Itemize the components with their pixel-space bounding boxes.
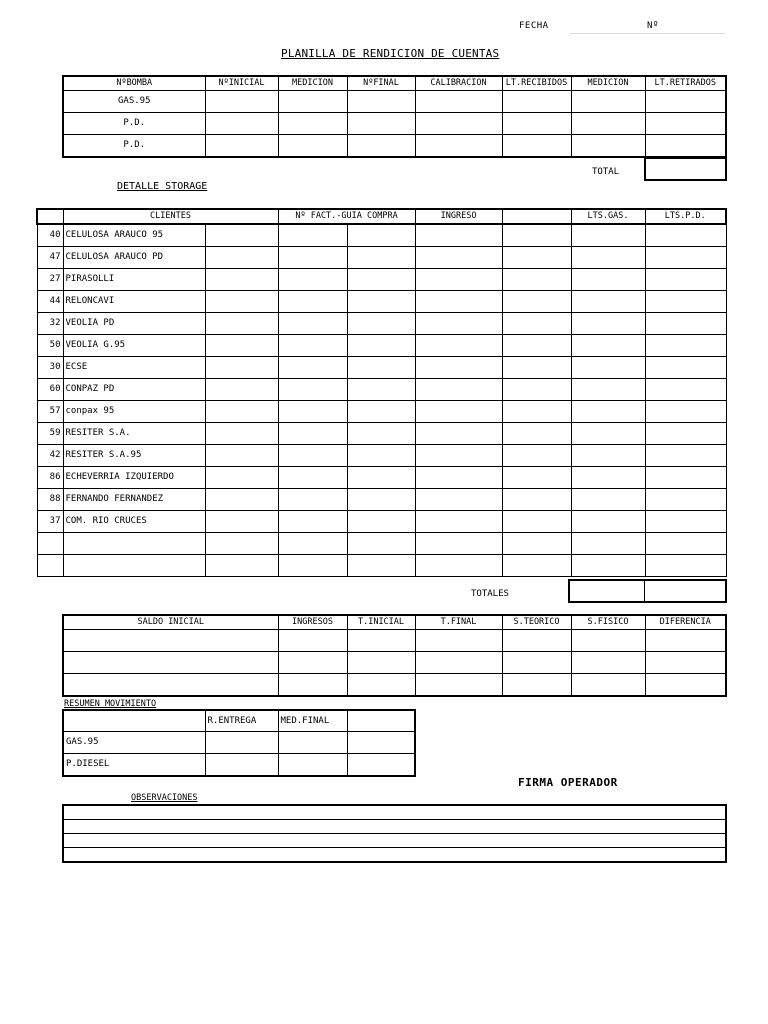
client-number	[37, 554, 63, 576]
client-name: ECSE	[63, 356, 205, 378]
cell[interactable]	[415, 290, 502, 312]
col-header: NºFINAL	[347, 76, 415, 91]
client-name: conpax 95	[63, 400, 205, 422]
cell[interactable]	[347, 554, 415, 576]
resumen-title: RESUMEN MOVIMIENTO	[64, 699, 157, 709]
col-header-ingreso: INGRESO	[415, 209, 502, 224]
col-header	[347, 710, 415, 732]
cell[interactable]	[278, 510, 347, 532]
table-row	[37, 356, 726, 378]
cell[interactable]	[415, 356, 502, 378]
cell[interactable]	[502, 630, 571, 652]
observaciones-label: OBSERVACIONES	[131, 793, 198, 803]
table-row	[37, 400, 726, 422]
table-row	[37, 532, 726, 554]
table-row	[37, 444, 726, 466]
cell[interactable]	[571, 400, 645, 422]
cell[interactable]	[502, 444, 571, 466]
cell[interactable]	[415, 422, 502, 444]
cell[interactable]	[645, 224, 726, 246]
cell[interactable]	[347, 444, 415, 466]
resumen-row-label: GAS.95	[63, 732, 205, 754]
table-row	[63, 113, 726, 135]
cell[interactable]	[571, 422, 645, 444]
cell[interactable]	[502, 268, 571, 290]
col-header	[502, 209, 571, 224]
col-header	[63, 710, 205, 732]
col-header-factura: Nº FACT.-GUIA COMPRA	[278, 209, 415, 224]
cell[interactable]	[502, 510, 571, 532]
cell[interactable]	[205, 91, 278, 113]
cell[interactable]	[278, 378, 347, 400]
cell[interactable]	[415, 674, 502, 696]
cell[interactable]	[502, 224, 571, 246]
cell[interactable]	[571, 532, 645, 554]
table-row	[37, 422, 726, 444]
cell[interactable]	[571, 554, 645, 576]
cell[interactable]	[571, 674, 645, 696]
cell[interactable]	[278, 422, 347, 444]
cell[interactable]	[278, 290, 347, 312]
cell[interactable]	[502, 246, 571, 268]
fecha-field[interactable]	[570, 33, 725, 34]
client-name: VEOLIA G.95	[63, 334, 205, 356]
cell[interactable]	[278, 630, 347, 652]
storage-table	[36, 208, 727, 577]
cell[interactable]	[205, 732, 278, 754]
cell[interactable]	[347, 732, 415, 754]
table-row	[37, 466, 726, 488]
cell[interactable]	[347, 312, 415, 334]
col-header: NºINICIAL	[205, 76, 278, 91]
cell[interactable]	[502, 356, 571, 378]
client-number: 42	[37, 444, 63, 466]
cell[interactable]	[347, 466, 415, 488]
cell[interactable]	[347, 246, 415, 268]
client-number: 30	[37, 356, 63, 378]
cell[interactable]	[205, 113, 278, 135]
cell[interactable]	[415, 113, 502, 135]
cell[interactable]	[645, 444, 726, 466]
cell[interactable]	[205, 422, 278, 444]
cell[interactable]	[347, 510, 415, 532]
cell[interactable]	[571, 113, 645, 135]
cell[interactable]	[205, 754, 278, 776]
client-name: CELULOSA ARAUCO PD	[63, 246, 205, 268]
client-name: COM. RIO CRUCES	[63, 510, 205, 532]
cell[interactable]	[415, 312, 502, 334]
firma-operador-label: FIRMA OPERADOR	[518, 776, 618, 789]
client-name: VEOLIA PD	[63, 312, 205, 334]
cell[interactable]	[205, 378, 278, 400]
cell[interactable]	[205, 246, 278, 268]
col-header: INGRESOS	[278, 615, 347, 630]
client-name: RESITER S.A.	[63, 422, 205, 444]
table-row	[37, 378, 726, 400]
table-row	[63, 135, 726, 157]
cell[interactable]	[645, 400, 726, 422]
cell[interactable]	[278, 246, 347, 268]
cell[interactable]	[502, 488, 571, 510]
cell[interactable]	[571, 91, 645, 113]
saldo-table	[62, 614, 727, 697]
table-row	[37, 510, 726, 532]
cell[interactable]	[347, 334, 415, 356]
table-row	[37, 554, 726, 576]
cell[interactable]	[63, 630, 278, 652]
cell[interactable]	[415, 135, 502, 157]
table-row	[63, 674, 726, 696]
cell[interactable]	[347, 754, 415, 776]
cell[interactable]	[645, 466, 726, 488]
resumen-header-row	[63, 710, 415, 732]
bombas-header-row	[63, 76, 726, 91]
cell[interactable]	[415, 652, 502, 674]
cell[interactable]	[645, 378, 726, 400]
cell[interactable]	[502, 312, 571, 334]
observaciones-line	[64, 819, 725, 820]
table-row	[63, 754, 415, 776]
cell[interactable]	[571, 312, 645, 334]
cell[interactable]	[205, 312, 278, 334]
cell[interactable]	[502, 334, 571, 356]
cell[interactable]	[415, 400, 502, 422]
cell[interactable]	[571, 246, 645, 268]
cell[interactable]	[347, 378, 415, 400]
cell[interactable]	[205, 444, 278, 466]
cell[interactable]	[415, 334, 502, 356]
cell[interactable]	[645, 630, 726, 652]
cell[interactable]	[571, 488, 645, 510]
cell[interactable]	[205, 510, 278, 532]
fecha-label: FECHA	[519, 21, 549, 31]
cell[interactable]	[347, 532, 415, 554]
cell[interactable]	[347, 135, 415, 157]
cell[interactable]	[415, 246, 502, 268]
cell[interactable]	[347, 630, 415, 652]
client-name: CELULOSA ARAUCO 95	[63, 224, 205, 246]
storage-header-row	[37, 209, 726, 224]
client-number: 32	[37, 312, 63, 334]
cell[interactable]	[502, 113, 571, 135]
cell[interactable]	[278, 532, 347, 554]
col-header: S.FISICO	[571, 615, 645, 630]
cell[interactable]	[415, 630, 502, 652]
cell[interactable]	[347, 488, 415, 510]
cell[interactable]	[415, 268, 502, 290]
col-header: LTS.GAS.	[571, 209, 645, 224]
cell[interactable]	[347, 400, 415, 422]
totales-field[interactable]	[568, 579, 727, 603]
cell[interactable]	[645, 356, 726, 378]
table-row	[37, 334, 726, 356]
table-row	[37, 488, 726, 510]
cell[interactable]	[205, 135, 278, 157]
cell[interactable]	[571, 268, 645, 290]
cell[interactable]	[205, 334, 278, 356]
cell[interactable]	[278, 91, 347, 113]
cell[interactable]	[205, 290, 278, 312]
cell[interactable]	[645, 246, 726, 268]
cell[interactable]	[205, 554, 278, 576]
cell[interactable]	[347, 356, 415, 378]
cell[interactable]	[415, 510, 502, 532]
cell[interactable]	[571, 466, 645, 488]
col-header	[37, 209, 63, 224]
cell[interactable]	[415, 488, 502, 510]
col-header: MEDICION	[278, 76, 347, 91]
table-row	[37, 312, 726, 334]
cell[interactable]	[502, 652, 571, 674]
bomba-label: P.D.	[63, 135, 205, 157]
client-number: 40	[37, 224, 63, 246]
cell[interactable]	[645, 488, 726, 510]
cell[interactable]	[645, 422, 726, 444]
cell[interactable]	[645, 113, 726, 135]
cell[interactable]	[205, 488, 278, 510]
cell[interactable]	[571, 378, 645, 400]
client-name: CONPAZ PD	[63, 378, 205, 400]
client-name	[63, 554, 205, 576]
cell[interactable]	[645, 532, 726, 554]
cell[interactable]	[571, 334, 645, 356]
client-name: ECHEVERRIA IZQUIERDO	[63, 466, 205, 488]
cell[interactable]	[415, 378, 502, 400]
cell[interactable]	[502, 466, 571, 488]
col-header: MED.FINAL	[278, 710, 347, 732]
table-row	[63, 732, 415, 754]
client-number: 59	[37, 422, 63, 444]
client-number: 60	[37, 378, 63, 400]
page-title: PLANILLA DE RENDICION DE CUENTAS	[281, 47, 500, 60]
cell[interactable]	[502, 422, 571, 444]
cell[interactable]	[415, 444, 502, 466]
cell[interactable]	[278, 334, 347, 356]
col-header: DIFERENCIA	[645, 615, 726, 630]
table-row	[37, 268, 726, 290]
col-header: T.FINAL	[415, 615, 502, 630]
cell[interactable]	[571, 224, 645, 246]
cell[interactable]	[645, 290, 726, 312]
col-header: NºBOMBA	[63, 76, 205, 91]
cell[interactable]	[645, 554, 726, 576]
cell[interactable]	[278, 488, 347, 510]
client-number: 37	[37, 510, 63, 532]
cell[interactable]	[502, 378, 571, 400]
cell[interactable]	[415, 91, 502, 113]
resumen-table	[62, 709, 416, 777]
cell[interactable]	[502, 290, 571, 312]
cell[interactable]	[278, 224, 347, 246]
col-header: MEDICION	[571, 76, 645, 91]
cell[interactable]	[347, 422, 415, 444]
table-row	[63, 630, 726, 652]
cell[interactable]	[347, 113, 415, 135]
cell[interactable]	[347, 268, 415, 290]
table-row	[37, 246, 726, 268]
cell[interactable]	[278, 444, 347, 466]
cell[interactable]	[645, 334, 726, 356]
cell[interactable]	[347, 91, 415, 113]
cell[interactable]	[347, 674, 415, 696]
cell[interactable]	[571, 290, 645, 312]
cell[interactable]	[347, 652, 415, 674]
cell[interactable]	[278, 754, 347, 776]
cell[interactable]	[645, 135, 726, 157]
saldo-header-row	[63, 615, 726, 630]
cell[interactable]	[347, 224, 415, 246]
cell[interactable]	[278, 674, 347, 696]
client-number: 50	[37, 334, 63, 356]
client-name: RESITER S.A.95	[63, 444, 205, 466]
cell[interactable]	[415, 532, 502, 554]
cell[interactable]	[502, 554, 571, 576]
client-number: 57	[37, 400, 63, 422]
cell[interactable]	[278, 554, 347, 576]
cell[interactable]	[645, 674, 726, 696]
numero-label: Nº	[647, 21, 659, 31]
cell[interactable]	[278, 400, 347, 422]
cell[interactable]	[645, 652, 726, 674]
cell[interactable]	[645, 510, 726, 532]
bomba-label: P.D.	[63, 113, 205, 135]
client-number: 27	[37, 268, 63, 290]
cell[interactable]	[278, 466, 347, 488]
col-header-clientes: CLIENTES	[63, 209, 278, 224]
totales-label: TOTALES	[471, 589, 509, 599]
cell[interactable]	[571, 135, 645, 157]
cell[interactable]	[645, 312, 726, 334]
cell[interactable]	[571, 444, 645, 466]
cell[interactable]	[205, 466, 278, 488]
cell[interactable]	[63, 674, 278, 696]
total-field[interactable]	[644, 157, 727, 181]
cell[interactable]	[278, 268, 347, 290]
cell[interactable]	[571, 510, 645, 532]
col-header: S.TEORICO	[502, 615, 571, 630]
cell[interactable]	[415, 554, 502, 576]
cell[interactable]	[205, 400, 278, 422]
cell[interactable]	[415, 466, 502, 488]
table-row	[63, 652, 726, 674]
cell[interactable]	[278, 356, 347, 378]
cell[interactable]	[278, 652, 347, 674]
cell[interactable]	[63, 652, 278, 674]
col-header: SALDO INICIAL	[63, 615, 278, 630]
client-name: FERNANDO FERNANDEZ	[63, 488, 205, 510]
cell[interactable]	[278, 732, 347, 754]
total-label: TOTAL	[592, 167, 620, 177]
col-header: R.ENTREGA	[205, 710, 278, 732]
client-number: 88	[37, 488, 63, 510]
client-number	[37, 532, 63, 554]
cell[interactable]	[502, 400, 571, 422]
cell[interactable]	[205, 224, 278, 246]
table-row	[37, 224, 726, 246]
client-name	[63, 532, 205, 554]
observaciones-line	[64, 833, 725, 834]
cell[interactable]	[415, 224, 502, 246]
col-header: CALIBRACION	[415, 76, 502, 91]
cell[interactable]	[205, 268, 278, 290]
bomba-label: GAS.95	[63, 91, 205, 113]
cell[interactable]	[571, 630, 645, 652]
cell[interactable]	[645, 268, 726, 290]
client-number: 86	[37, 466, 63, 488]
cell[interactable]	[278, 113, 347, 135]
observaciones-box[interactable]	[62, 804, 727, 863]
col-header: T.INICIAL	[347, 615, 415, 630]
cell[interactable]	[278, 135, 347, 157]
col-header: LT.RECIBIDOS	[502, 76, 571, 91]
cell[interactable]	[502, 532, 571, 554]
cell[interactable]	[278, 312, 347, 334]
col-header: LT.RETIRADOS	[645, 76, 726, 91]
client-name: PIRASOLLI	[63, 268, 205, 290]
cell[interactable]	[205, 356, 278, 378]
col-header: LTS.P.D.	[645, 209, 726, 224]
cell[interactable]	[645, 91, 726, 113]
cell[interactable]	[502, 91, 571, 113]
cell[interactable]	[347, 290, 415, 312]
observaciones-line	[64, 847, 725, 848]
cell[interactable]	[502, 674, 571, 696]
client-number: 44	[37, 290, 63, 312]
storage-title: DETALLE STORAGE	[117, 181, 208, 192]
cell[interactable]	[205, 532, 278, 554]
table-row	[37, 290, 726, 312]
table-row	[63, 91, 726, 113]
resumen-row-label: P.DIESEL	[63, 754, 205, 776]
cell[interactable]	[502, 135, 571, 157]
cell[interactable]	[571, 356, 645, 378]
client-number: 47	[37, 246, 63, 268]
bombas-table	[62, 75, 727, 158]
client-name: RELONCAVI	[63, 290, 205, 312]
cell[interactable]	[571, 652, 645, 674]
